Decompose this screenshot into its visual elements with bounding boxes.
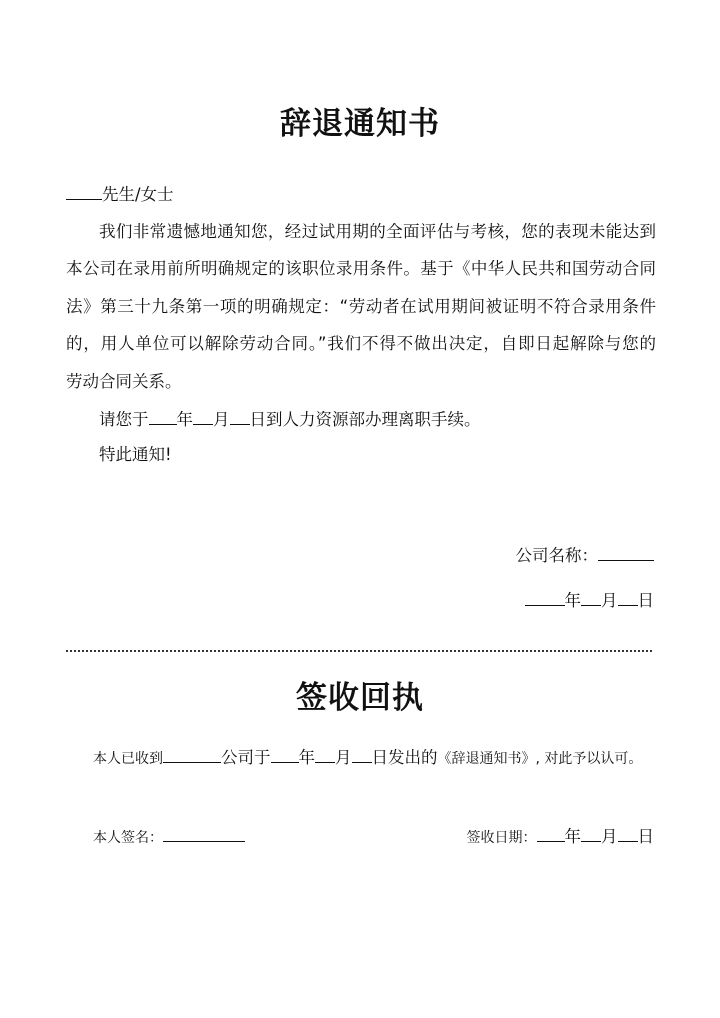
signature-blank: [163, 826, 245, 842]
company-name-field: 公司名称：: [516, 544, 655, 568]
closing: 特此通知!: [99, 445, 172, 464]
day-blank: [618, 826, 638, 842]
year-blank: [537, 826, 565, 842]
signature-field: 本人签名：: [93, 825, 245, 850]
notice-title: 辞退通知书: [280, 106, 440, 142]
month-blank: [315, 747, 335, 763]
year-blank: [271, 747, 299, 763]
company-blank: [598, 545, 654, 561]
notice-date: 年 月 日: [525, 589, 655, 613]
day-blank: [352, 747, 372, 763]
year-blank: [149, 409, 177, 425]
receipt-statement: 本人已收到 公司于 年 月 日发出的《辞退通知书》, 对此予以认可。: [93, 748, 643, 767]
name-blank: [66, 184, 102, 200]
receipt-title: 签收回执: [296, 680, 424, 716]
body-line-4: 的，用人单位可以解除劳动合同。”我们不得不做出决定，自即日起解除与您的: [66, 334, 656, 353]
body-line-3: 法》第三十九条第一项的明确规定：“劳动者在试用期间被证明不符合录用条件: [66, 297, 656, 316]
body-line-1: 我们非常遗憾地通知您，经过试用期的全面评估与考核，您的表现未能达到: [99, 222, 656, 241]
dotted-separator: [66, 650, 652, 652]
company-blank: [163, 747, 221, 763]
body-line-2: 本公司在录用前所明确规定的该职位录用条件。基于《中华人民共和国劳动合同: [66, 259, 656, 278]
day-blank: [618, 590, 638, 606]
month-blank: [581, 590, 601, 606]
month-blank: [581, 826, 601, 842]
day-blank: [230, 409, 250, 425]
salutation: 先生/女士: [66, 183, 656, 207]
month-blank: [193, 409, 213, 425]
body-line-5: 劳动合同关系。: [66, 372, 182, 391]
request-line: 请您于 年 月 日到人力资源部办理离职手续。: [99, 410, 481, 429]
receipt-date-field: 签收日期： 年 月 日: [466, 827, 654, 846]
year-blank: [525, 590, 565, 606]
